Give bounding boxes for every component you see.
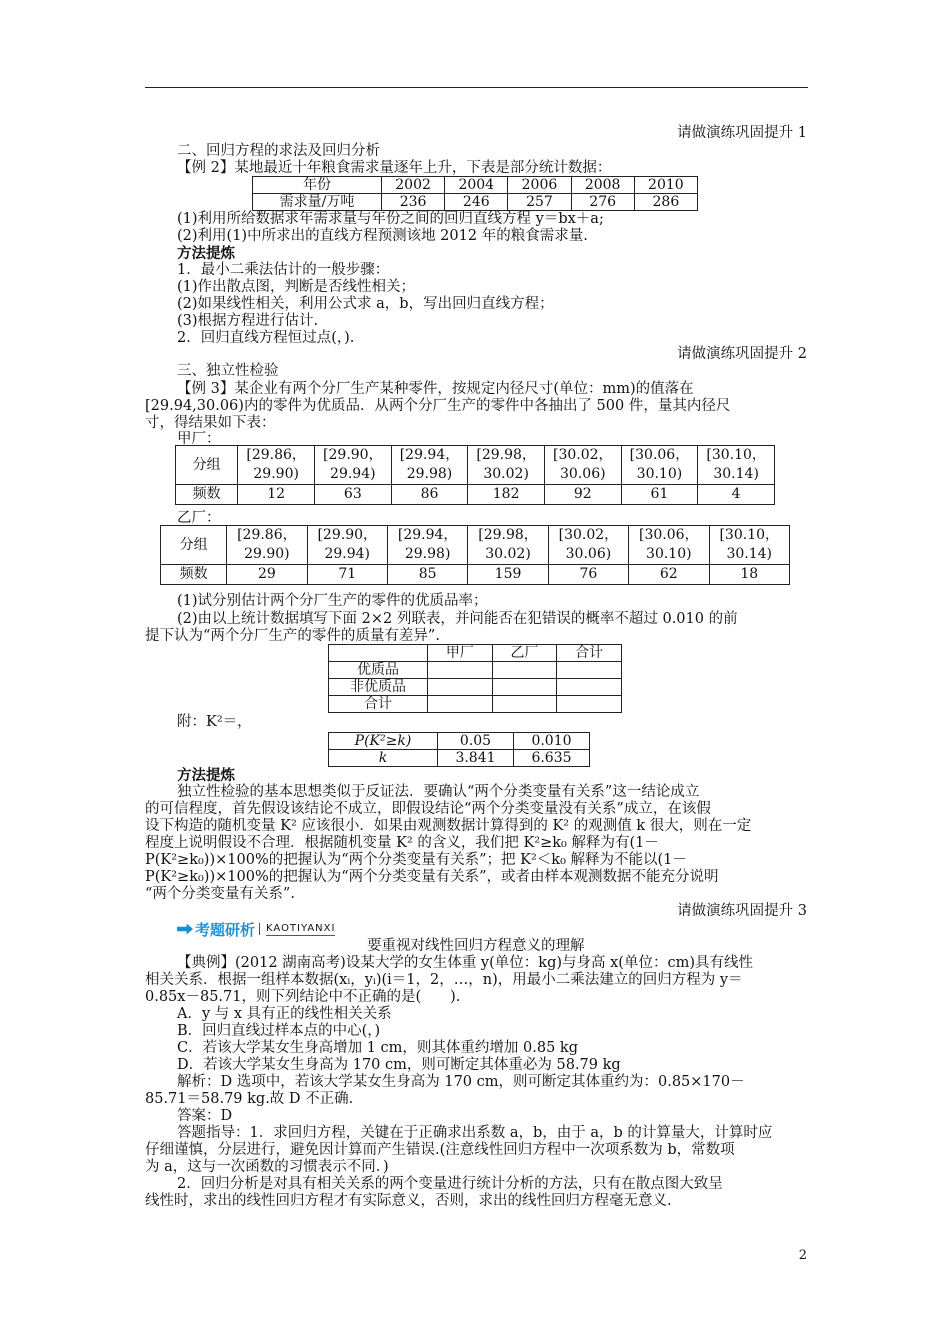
analysis-text-2: 85.71＝58.79 kg.故 D 不正确.	[145, 1091, 354, 1107]
example-3-text-1: 【例 3】某企业有两个分厂生产某种零件，按规定内径尺寸(单位：mm)的值落在	[177, 381, 694, 397]
table-row	[329, 662, 622, 679]
table-cell: 优质品	[329, 662, 428, 679]
method-text-5: P(K²≥k₀))×100%的把握认为“两个分类变量有关系”；把 K²＜k₀ 解释为不能以(1－	[145, 852, 687, 868]
arrow-icon	[177, 924, 193, 935]
header-rule	[145, 87, 808, 88]
table-cell: [29.94，29.98)	[391, 446, 468, 485]
table-cell: 159	[468, 565, 548, 585]
table-cell: 合计	[329, 696, 428, 713]
table-cell: 0.010	[514, 733, 590, 750]
table-cell: 分组	[161, 526, 227, 565]
table-cell: k	[329, 750, 438, 767]
table-cell	[492, 679, 557, 696]
table-row	[329, 645, 622, 662]
table-cell	[329, 645, 428, 662]
table-cell	[557, 696, 622, 713]
option-a: A．y 与 x 具有正的线性相关关系	[177, 1006, 392, 1022]
table-cell: 29	[227, 565, 307, 585]
table-row	[161, 565, 790, 585]
table-cell: [30.10，30.14)	[698, 446, 775, 485]
example-text-1: 【典例】(2012 湖南高考)设某大学的女生体重 y(单位：kg)与身高 x(单位：cm)具有线性	[177, 955, 753, 971]
section-heading-3: 三、独立性检验	[177, 363, 279, 379]
method-step-4: (3)根据方程进行估计.	[177, 313, 319, 329]
table-cell	[557, 662, 622, 679]
table-cell: [30.02，30.06)	[548, 526, 628, 565]
table-cell: 63	[315, 485, 392, 505]
table-cell: 85	[387, 565, 467, 585]
critical-value-table	[328, 732, 590, 767]
table-cell: [30.06，30.10)	[621, 446, 698, 485]
example-3-text-3: 寸，得结果如下表：	[145, 415, 276, 431]
table-cell: [29.86，29.90)	[238, 446, 315, 485]
example-2-text: 【例 2】某地最近十年粮食需求量逐年上升，下表是部分统计数据：	[177, 160, 612, 176]
table-cell: 2004	[445, 177, 508, 194]
example-text-2: 相关关系．根据一组样本数据(xᵢ，yᵢ)(i＝1，2，…，n)，用最小二乘法建立的回归方程为 y＝	[145, 972, 743, 988]
table-cell: 2002	[382, 177, 445, 194]
method-text-2: 的可信程度，首先假设该结论不成立，即假设结论“两个分类变量没有关系”成立，在该假	[145, 801, 711, 817]
table-row	[253, 194, 698, 211]
table-cell: 62	[629, 565, 709, 585]
table-cell: 276	[571, 194, 634, 211]
method-text-7: “两个分类变量有关系”.	[145, 886, 295, 902]
example-text-3: 0.85x－85.71，则下列结论中不正确的是( ).	[145, 989, 461, 1005]
guidance-text-1: 答题指导：1．求回归方程，关键在于正确求出系数 a，b，由于 a，b 的计算量大，计算时应	[177, 1125, 773, 1141]
table-cell: 182	[468, 485, 545, 505]
table-cell: 2010	[634, 177, 697, 194]
table-cell: [29.86，29.90)	[227, 526, 307, 565]
method-text-3: 设下构造的随机变量 K² 应该很小．如果由观测数据计算得到的 K² 的观测值 k 很大，则在一定	[145, 818, 752, 834]
table-cell: [30.02，30.06)	[544, 446, 621, 485]
method-text-4: 程度上说明假设不合理．根据随机变量 K² 的含义，我们把 K²≥k₀ 解释为有(1－	[145, 835, 659, 851]
topic-title: 要重视对线性回归方程意义的理解	[367, 938, 585, 954]
table-cell: 257	[508, 194, 571, 211]
table-cell: 92	[544, 485, 621, 505]
table-cell	[428, 696, 493, 713]
factory-a-table	[175, 445, 775, 505]
banner-divider	[259, 923, 260, 935]
table-cell: 年份	[253, 177, 382, 194]
banner-title: 考题研析	[195, 920, 256, 939]
table-cell: 乙厂	[492, 645, 557, 662]
banner-subtitle: KAOTIYANXI	[266, 922, 336, 934]
guidance-text-3: 为 a，这与一次函数的习惯表示不同．)	[145, 1159, 389, 1175]
table-cell	[428, 662, 493, 679]
table-cell: [29.90，29.94)	[315, 446, 392, 485]
sub-question-2-cont: 提下认为“两个分厂生产的零件的质量有差异”.	[145, 628, 440, 644]
method-heading-1: 方法提炼	[177, 245, 235, 262]
table-row	[176, 446, 775, 485]
table-cell: [29.90，29.94)	[307, 526, 387, 565]
table-cell: [29.98，30.02)	[468, 446, 545, 485]
table-cell: 76	[548, 565, 628, 585]
sub-question-2: (2)由以上统计数据填写下面 2×2 列联表，并问能否在犯错误的概率不超过 0.010 的前	[177, 611, 738, 627]
section-heading-2: 二、回归方程的求法及回归分析	[177, 143, 380, 159]
factory-b-label: 乙厂：	[177, 510, 221, 526]
contingency-table	[328, 644, 622, 713]
table-cell: [30.06，30.10)	[629, 526, 709, 565]
table-cell: 4	[698, 485, 775, 505]
practice-link-3: 请做演练巩固提升 3	[677, 903, 807, 919]
guidance-text-2: 仔细谨慎，分层进行，避免因计算而产生错误.(注意线性回归方程中一次项系数为 b，常数项	[145, 1142, 735, 1158]
table-cell	[557, 679, 622, 696]
method-step-5: 2．回归直线方程恒过点(，).	[177, 330, 355, 346]
factory-a-label: 甲厂：	[177, 431, 221, 447]
table-cell: 2006	[508, 177, 571, 194]
method-step-2: (1)作出散点图，判断是否线性相关；	[177, 279, 416, 295]
answer-text: 答案：D	[177, 1108, 233, 1124]
table-row	[329, 696, 622, 713]
table-cell: 0.05	[438, 733, 514, 750]
option-d: D．若该大学某女生身高为 170 cm，则可断定其体重必为 58.79 kg	[177, 1057, 621, 1073]
table-cell: 非优质品	[329, 679, 428, 696]
question-1: (1)利用所给数据求年需求量与年份之间的回归直线方程 y＝bx＋a;	[177, 211, 604, 227]
table-cell: 甲厂	[428, 645, 493, 662]
table-cell: 236	[382, 194, 445, 211]
table-row	[161, 526, 790, 565]
option-b: B．回归直线过样本点的中心(，)	[177, 1023, 381, 1039]
table-cell: 频数	[176, 485, 238, 505]
table-cell: [30.10，30.14)	[709, 526, 790, 565]
table-cell: 6.635	[514, 750, 590, 767]
sub-question-1: (1)试分别估计两个分厂生产的零件的优质品率；	[177, 593, 488, 609]
table-row	[253, 177, 698, 194]
method-heading-2: 方法提炼	[177, 767, 235, 784]
table-cell: 12	[238, 485, 315, 505]
analysis-text-1: 解析：D 选项中，若该大学某女生身高为 170 cm，则可断定其体重约为：0.85×170－	[177, 1074, 745, 1090]
guidance-text-4: 2．回归分析是对具有相关关系的两个变量进行统计分析的方法，只有在散点图大致呈	[177, 1176, 723, 1192]
guidance-text-5: 线性时，求出的线性回归方程才有实际意义，否则，求出的线性回归方程毫无意义.	[145, 1193, 672, 1209]
table-row	[329, 750, 590, 767]
table-cell: 71	[307, 565, 387, 585]
table-cell: [29.94，29.98)	[387, 526, 467, 565]
formula-note: 附：K²＝，	[177, 714, 252, 730]
table-cell	[492, 662, 557, 679]
table-cell: 分组	[176, 446, 238, 485]
table-cell	[492, 696, 557, 713]
table-cell: 需求量/万吨	[253, 194, 382, 211]
table-cell: 合计	[557, 645, 622, 662]
table-row	[329, 679, 622, 696]
table-cell: P(K²≥k)	[329, 733, 438, 750]
table-cell: 频数	[161, 565, 227, 585]
practice-link-1: 请做演练巩固提升 1	[677, 125, 807, 141]
method-step-1: 1．最小二乘法估计的一般步骤：	[177, 262, 390, 278]
table-cell: 86	[391, 485, 468, 505]
question-2: (2)利用(1)中所求出的直线方程预测该地 2012 年的粮食需求量.	[177, 228, 588, 244]
table-cell: 286	[634, 194, 697, 211]
table-cell: 2008	[571, 177, 634, 194]
grain-demand-table	[252, 176, 698, 211]
example-3-text-2: [29.94,30.06)内的零件为优质品．从两个分厂生产的零件中各抽出了 500 件，量其内径尺	[145, 398, 731, 414]
table-cell: 3.841	[438, 750, 514, 767]
table-row	[329, 733, 590, 750]
table-row	[176, 485, 775, 505]
section-banner	[177, 920, 335, 938]
table-cell	[428, 679, 493, 696]
table-cell: 246	[445, 194, 508, 211]
table-cell: [29.98，30.02)	[468, 526, 548, 565]
page-number: 2	[798, 1248, 807, 1263]
table-cell: 61	[621, 485, 698, 505]
method-step-3: (2)如果线性相关，利用公式求 a，b，写出回归直线方程；	[177, 296, 554, 312]
table-cell: 18	[709, 565, 790, 585]
option-c: C．若该大学某女生身高增加 1 cm，则其体重约增加 0.85 kg	[177, 1040, 578, 1056]
practice-link-2: 请做演练巩固提升 2	[677, 346, 807, 362]
method-text-6: P(K²≥k₀))×100%的把握认为“两个分类变量有关系”，或者由样本观测数据不能充分说明	[145, 869, 719, 885]
method-text-1: 独立性检验的基本思想类似于反证法．要确认“两个分类变量有关系”这一结论成立	[177, 784, 700, 800]
factory-b-table	[160, 525, 790, 585]
